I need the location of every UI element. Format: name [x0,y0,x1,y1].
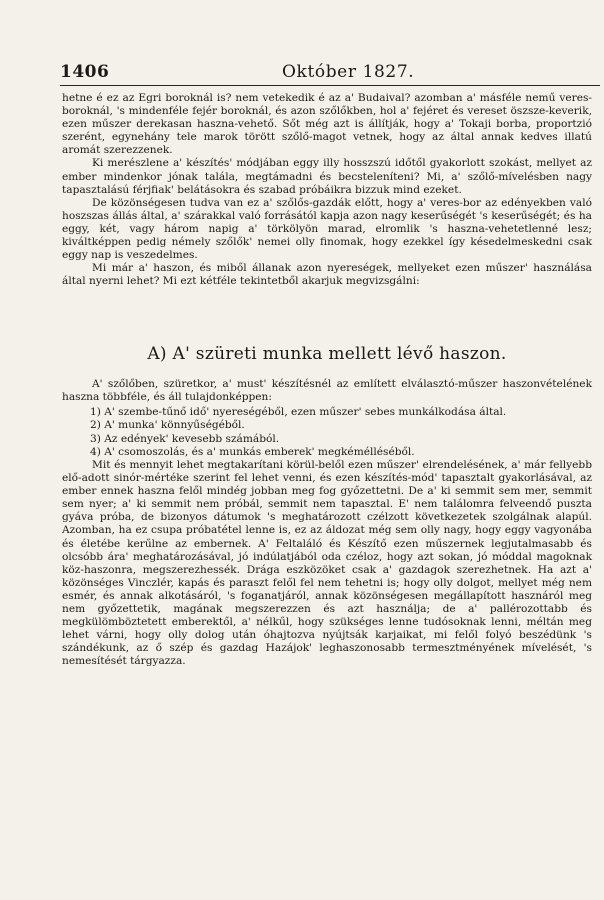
paragraph-benefit-question: Mi már a' haszon, és miből állanak azon nyereségek, mellyeket ezen műszer' használása által nyerni lehet? Mi ezt kétféle tekintetből akarjuk megvizsgálni: [62,262,592,288]
paragraph-custom: Ki merészlene a' készítés' módjában eggy illy hosszszú időtől gyakorlott szokást, mellyet az ember mindenkor jónak talála, megtámadni és becsteleníteni? Mi, a' szőlő-mívelésben nagy tapasztalású férjfiak' belátásokra és szabad próbáikra bizzuk mind ezeket. [62,157,592,196]
list-item: 1) A' szembe-tűnő idő' nyereségéből, ezen műszer' sebes munkálkodása által. [90,406,507,419]
list-item: 3) Az edények' kevesebb számából. [90,432,280,445]
section-intro: A' szőlőben, szüretkor, a' must' készítésnél az említett elválasztó-műszer haszonvételének haszna többféle, és áll tulajdonképpen: [62,378,592,404]
body-text [62,92,592,288]
paragraph-red-wine: De közönségesen tudva van ez a' szőlős-gazdák előtt, hogy a' veres-bor az edényekben való hoszszas állás által, a' szárakkal való forrásától kapja azon nagy keserűségét 's keserűségét; és ha eggy, két, vagy három napig a' törkölyön marad, elromlik 's haszna-vehetetlenné lesz; kiváltképpen pedig némely szőlők' nemei olly finomak, hogy ezekkel így késedelmeskedni csak eggy nap is veszedelmes. [62,196,592,262]
benefits-list [62,406,592,459]
page-header [60,58,600,86]
page-number: 1406 [60,62,110,82]
section-text [62,378,592,669]
paragraph-savings: Mit és mennyit lehet megtakarítani körül-belől ezen műszer' elrendelésének, a' már fellyebb elő-adott sinór-mértéke szerint fel lehet venni, és ezen készítés-mód' tapasztalt gyakorlásával, az ember ennek haszna felől mindég jobban meg fog győzettetni. De a' ki semmit sem mer, semmit sem nyer; a' ki semmit nem próbál, semmit nem tapasztal. E' nem találomra felveendő puszta gyáva próba, de bizonyos dátumok 's meghatározott czélzott következetek szolgálnak alapúl. Azomban, ha ez csupa próbatétel lenne is, ez az áldozat még sem olly nagy, hogy eggy vagyonába és életébe kerűlne az embernek. A' Feltaláló és Készítő ezen műszernek legjutalmasabb és olcsóbb ára' meghatározásával, jó indúlatjából oda czéloz, hogy azt sokan, jó móddal magoknak köz-haszonra, megszerezhessék. Drága eszközöket csak a' gazdagok szerezhetnek. Ha azt a' közönséges Vinczlér, kapás és paraszt felől fel nem tehetni is; hogy olly dolgot, mellyet még nem esmér, és annak alkotásáról, 's foganatjáról, annak közönségesen megállapított hasznáról meg nem győzettetik, magának megszerezzen és azt használja; de a' pallérozottabb és megkülömböztetett emberektől, a' nélkűl, hogy szükséges lenne tudósoknak lenni, méltán meg lehet várni, hogy olly dolog után óhajtozva nyújtsák karjaikat, mi felől folyó beszédünk 's szándékunk, az ő szép és gazdag Hazájok' leghaszonosabb termesztményének mívelését, 's nemesítését tárgyazza. [62,459,592,668]
section-heading: A) A' szüreti munka mellett lévő haszon. [147,344,507,364]
list-item: 4) A' csomoszolás, és a' munkás emberek' megkémélléséből. [90,445,415,458]
list-item: 2) A' munka' könnyűségéből. [90,419,245,432]
header-rule [60,85,600,86]
running-title: Október 1827. [282,62,415,82]
paragraph-continuation: hetne é ez az Egri boroknál is? nem vetekedik é az a' Budaival? azomban a' másféle nemű veres-boroknál, 's mindenféle fejér boroknál, és azon szőlőkben, hol a' fejéret és vereset öszsze-keverik, ezen műszer derekasan haszna-vehető. Sőt még azt is állítják, hogy a' Tokaji borba, proportzió szerént, egynehány tele marok törött szőlő-magot vetnek, hogy az által annak kedves illatú aromát szerezzenek. [62,92,592,157]
